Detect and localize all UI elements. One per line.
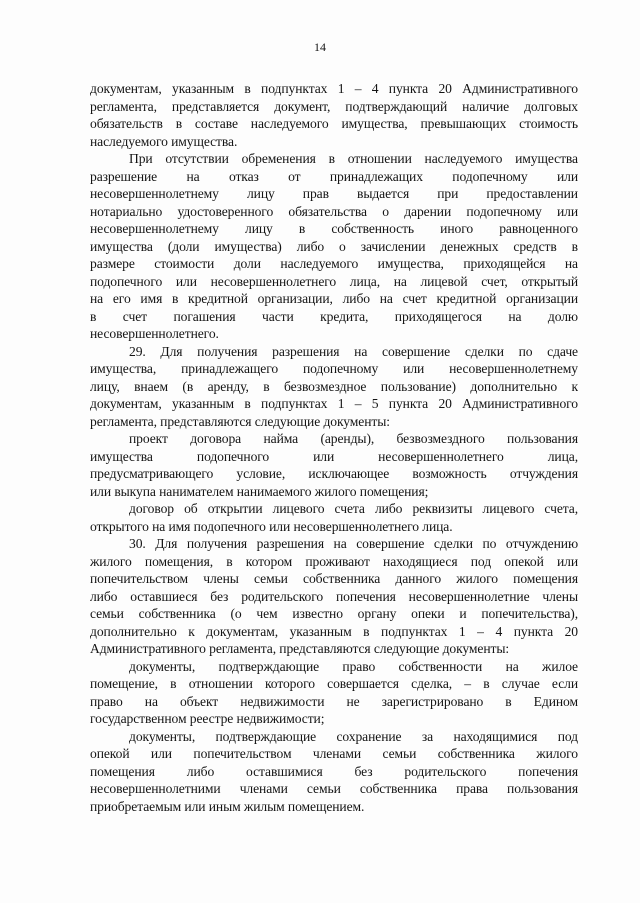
text-line: подопечного или несовершеннолетнего лица, на лицевой счет, открытый bbox=[90, 273, 578, 289]
text-line: разрешение на отказ от принадлежащих подопечному или bbox=[90, 168, 578, 184]
text-line: документы, подтверждающие право собственности на жилое bbox=[129, 658, 578, 674]
text-line: помещение, в отношении которого совершается сделка, – в случае если bbox=[90, 676, 578, 691]
text-line: несовершеннолетнему лицу в собственность иного равноценного bbox=[90, 221, 578, 236]
page-number: 14 bbox=[314, 40, 326, 54]
text-line: или выкупа нанимателем нанимаемого жилого помещения; bbox=[90, 483, 429, 499]
text-line: предусматривающего условие, исключающее возможность отчуждения bbox=[90, 466, 578, 481]
text-line: несовершеннолетнего. bbox=[90, 326, 219, 341]
text-line: наследуемого имущества. bbox=[90, 133, 238, 149]
text-line: имущества подопечного или несовершеннолетнего лица, bbox=[90, 448, 578, 464]
text-line: помещения либо оставшимися без родительского попечения bbox=[90, 763, 578, 779]
text-line: размере стоимости доли наследуемого имущества, приходящейся на bbox=[90, 256, 578, 271]
text-line: несовершеннолетними членами семьи собственника права пользования bbox=[90, 781, 578, 796]
text-line: имущества (доли имущества) либо о зачислении денежных средств в bbox=[90, 238, 578, 254]
text-line: Административного регламента, представляются следующие документы: bbox=[90, 641, 510, 656]
text-line: либо оставшиеся без родительского попечения несовершеннолетние члены bbox=[90, 588, 578, 604]
text-line: регламента, представляется документ, подтверждающий наличие долговых bbox=[90, 98, 578, 114]
text-line: в счет погашения части кредита, приходящегося на долю bbox=[90, 308, 578, 324]
text-line: жилого помещения, в котором проживают находящиеся под опекой или bbox=[90, 553, 578, 569]
text-line: документы, подтверждающие сохранение за находящимися под bbox=[129, 728, 578, 744]
text-line: 29. Для получения разрешения на совершение сделки по сдаче bbox=[129, 343, 578, 359]
text-line: государственном реестре недвижимости; bbox=[90, 711, 325, 726]
text-line: семьи собственника (о чем известно органу опеки и попечительства), bbox=[90, 606, 578, 621]
text-line: на его имя в кредитной организации, либо на счет кредитной организации bbox=[90, 291, 578, 306]
text-line: несовершеннолетнему лицу прав выдается при предоставлении bbox=[90, 186, 578, 201]
text-line: попечительством члены семьи собственника данного жилого помещения bbox=[90, 571, 578, 586]
text-line: приобретаемым или иным жилым помещением. bbox=[90, 798, 365, 814]
text-line: проект договора найма (аренды), безвозмездного пользования bbox=[129, 431, 578, 446]
text-line: При отсутствии обременения в отношении наследуемого имущества bbox=[129, 151, 578, 166]
text-line: лицу, внаем (в аренду, в безвозмездное пользование) дополнительно к bbox=[90, 378, 578, 394]
text-line: право на объект недвижимости не зарегистрировано в Едином bbox=[90, 693, 578, 709]
text-line: документам, указанным в подпунктах 1 – 4 пункта 20 Административного bbox=[90, 81, 578, 96]
text-line: договор об открытии лицевого счета либо реквизиты лицевого счета, bbox=[129, 501, 578, 516]
text-line: нотариально удостоверенного обязательства о дарении подопечному или bbox=[90, 203, 578, 219]
text-line: опекой или попечительством членами семьи собственника жилого bbox=[90, 746, 578, 761]
text-line: обязательств в составе наследуемого имущества, превышающих стоимость bbox=[90, 116, 578, 131]
document-body bbox=[90, 80, 578, 815]
text-line: имущества, принадлежащего подопечному или несовершеннолетнему bbox=[90, 361, 578, 376]
text-line: 30. Для получения разрешения на совершение сделки по отчуждению bbox=[129, 536, 578, 551]
text-line: дополнительно к документам, указанным в подпунктах 1 – 4 пункта 20 bbox=[90, 623, 578, 639]
text-line: открытого на имя подопечного или несовершеннолетнего лица. bbox=[90, 518, 453, 534]
text-line: документам, указанным в подпунктах 1 – 5 пункта 20 Административного bbox=[90, 396, 578, 411]
text-line: регламента, представляются следующие документы: bbox=[90, 413, 390, 429]
